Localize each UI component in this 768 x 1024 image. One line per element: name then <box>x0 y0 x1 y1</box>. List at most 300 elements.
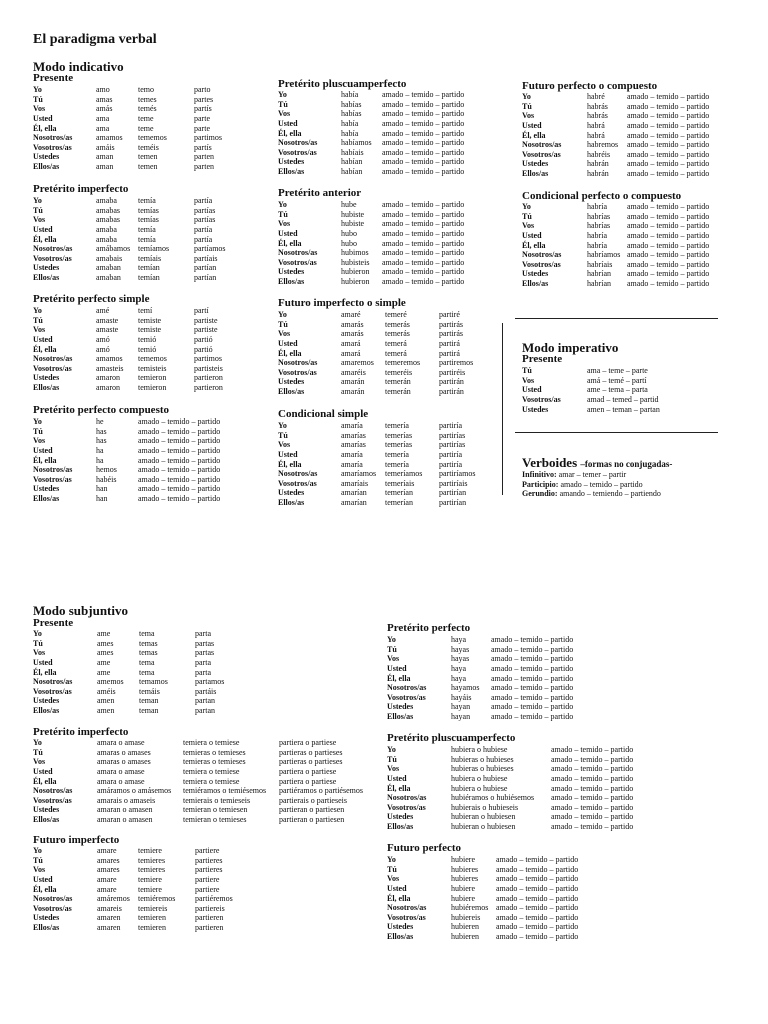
verb-form: ames <box>97 638 114 648</box>
section-title: Presente <box>522 353 563 365</box>
person-label: Vos <box>522 111 535 121</box>
verb-form: hube <box>341 200 357 209</box>
conjugation-row <box>33 639 255 649</box>
conjugation-row <box>33 706 255 716</box>
conjugation-row <box>522 121 737 131</box>
section-title: Futuro imperfecto o simple <box>278 297 406 309</box>
verboides-title <box>522 455 672 471</box>
conjugation-row <box>278 387 499 397</box>
verb-form: amado – temido – partido <box>382 267 465 277</box>
verb-form: haya <box>451 663 467 673</box>
verb-form: tema <box>139 657 155 667</box>
conjugation-row <box>522 279 737 289</box>
person-label: Él, ella <box>33 123 57 133</box>
verb-form: amado – temido – partido <box>627 169 710 179</box>
person-label: Vosotros/as <box>33 363 72 373</box>
verb-form: amado – temido – partido <box>138 484 221 494</box>
verb-form: habéis <box>96 474 117 484</box>
person-label: Vos <box>33 865 46 875</box>
conjugation-row <box>278 469 499 479</box>
verb-form: amado – temido – partido <box>491 702 574 712</box>
verb-form: amabas <box>96 205 120 215</box>
conjugation-row <box>33 196 254 206</box>
verb-form: partiste <box>194 315 218 325</box>
verb-form: temiera o temiese <box>183 776 240 786</box>
person-label: Usted <box>387 663 407 673</box>
conjugation-row <box>387 645 601 655</box>
verboides-heading: Verboides <box>522 455 578 470</box>
verb-form: amen <box>97 706 115 716</box>
verb-form: temerán <box>385 377 411 387</box>
person-label: Tú <box>522 211 532 221</box>
conjugation-table <box>387 745 661 832</box>
conjugation-row <box>278 219 492 229</box>
verb-form: amado – temido – partido <box>382 128 465 138</box>
person-label: Él, ella <box>33 667 57 677</box>
verb-form: parta <box>195 657 211 667</box>
conjugation-table <box>33 846 255 933</box>
person-label: Tú <box>522 101 532 111</box>
conjugation-table <box>33 417 248 504</box>
section-title: Futuro perfecto <box>387 842 462 854</box>
person-label: Vos <box>33 648 46 658</box>
indicativo-title: Modo indicativo <box>33 59 124 74</box>
verb-form: temías <box>138 205 159 215</box>
verb-form: ama – teme – parte <box>587 366 648 375</box>
verb-form: temió <box>138 334 157 344</box>
verb-form: partiría <box>439 459 463 469</box>
conjugation-row <box>278 109 492 119</box>
verb-form: temieras o temieses <box>183 747 246 757</box>
verb-form: amaba <box>96 234 117 244</box>
verb-form: amarás <box>341 319 364 329</box>
person-label: Él, ella <box>278 459 302 469</box>
verb-form: temería <box>385 449 409 459</box>
verb-form: hubiéremos <box>451 903 489 913</box>
person-label: Ellos/as <box>33 923 60 933</box>
person-label: Ellos/as <box>387 712 414 722</box>
verb-form: hubiera o hubiese <box>451 773 508 783</box>
section-title: Pretérito pluscuamperfecto <box>387 732 516 744</box>
verboide-row: Participio: amado – temido – partido <box>522 479 643 489</box>
person-label: Nosotros/as <box>33 894 73 904</box>
conjugation-row <box>33 263 254 273</box>
verb-form: partamos <box>195 677 225 687</box>
verb-form: amado – temido – partido <box>491 712 574 722</box>
verb-form: habrías <box>587 211 611 221</box>
verb-form: temían <box>138 263 160 273</box>
verb-form: aman <box>96 152 114 162</box>
verb-form: temiéramos o temiésemos <box>183 786 267 796</box>
conjugation-row <box>387 922 606 932</box>
verb-form: amado – temido – partido <box>627 240 710 250</box>
conjugation-row <box>33 475 248 485</box>
verb-form: hubieran o hubiesen <box>451 812 516 822</box>
verb-form: amarían <box>341 498 367 508</box>
verb-form: partíais <box>194 253 218 263</box>
person-label: Usted <box>522 230 542 240</box>
verb-form: hubiera o hubiese <box>451 745 508 754</box>
person-label: Ellos/as <box>278 387 305 397</box>
verb-form: partiréis <box>439 367 466 377</box>
conjugation-row <box>278 377 499 387</box>
person-label: Nosotros/as <box>387 903 427 913</box>
verb-form: amarías <box>341 440 366 450</box>
conjugation-row <box>33 904 255 914</box>
conjugation-row <box>387 793 661 803</box>
verb-form: amado – temido – partido <box>551 764 634 774</box>
section-title: Pretérito perfecto compuesto <box>33 404 170 416</box>
verb-form: amado – temido – partido <box>382 228 465 238</box>
conjugation-row <box>278 368 499 378</box>
verb-form: amarán <box>341 387 365 397</box>
person-label: Él, ella <box>522 130 546 140</box>
verb-form: amares <box>97 865 120 875</box>
verb-form: amaron <box>96 383 120 393</box>
verb-form: amado – temido – partido <box>496 903 579 913</box>
person-label: Yo <box>33 629 42 638</box>
conjugation-row <box>387 764 661 774</box>
verb-form: hemos <box>96 465 117 475</box>
conjugation-row <box>387 803 661 813</box>
verb-form: había <box>341 90 359 99</box>
verb-form: amado – temido – partido <box>551 754 634 764</box>
verb-form: temió <box>138 344 157 354</box>
verb-form: amaran o amasen <box>97 805 153 815</box>
verb-form: amado – temido – partido <box>382 157 465 167</box>
verb-form: amado – temido – partido <box>627 259 710 269</box>
person-label: Tú <box>387 754 397 764</box>
person-label: Vos <box>33 325 46 335</box>
verb-form: parte <box>194 123 210 133</box>
verb-form: amado – temido – partido <box>496 864 579 874</box>
verboides-list <box>522 470 661 499</box>
person-label: Vos <box>387 874 400 884</box>
conjugation-row <box>33 354 254 364</box>
verb-form: hubieras o hubieses <box>451 764 514 774</box>
conjugation-row <box>522 102 737 112</box>
verb-form: amado – temido – partido <box>382 99 465 109</box>
person-label: Nosotros/as <box>33 677 73 687</box>
conjugation-row <box>387 884 606 894</box>
verb-form: teman <box>139 696 159 706</box>
verb-form: temiere <box>138 846 162 855</box>
verb-form: amado – temido – partido <box>382 248 465 258</box>
person-label: Vosotros/as <box>522 259 561 269</box>
verb-form: partí <box>194 306 209 315</box>
verb-form: amado – temido – partido <box>496 922 579 932</box>
person-label: Ustedes <box>522 159 549 169</box>
conjugation-table <box>33 85 254 172</box>
verb-form: habíamos <box>341 138 372 148</box>
verb-form: habíais <box>341 147 364 157</box>
conjugation-row <box>522 202 737 212</box>
verb-form: habían <box>341 167 363 177</box>
verb-form: amado – temido – partido <box>496 855 579 864</box>
conjugation-table <box>278 310 499 397</box>
conjugation-table <box>522 92 737 179</box>
conjugation-row <box>33 235 254 245</box>
verb-form: hubieron <box>341 277 370 287</box>
person-label: Él, ella <box>278 238 302 248</box>
verb-form: hubieras o hubieses <box>451 754 514 764</box>
person-label: Usted <box>278 228 298 238</box>
conjugation-row <box>387 874 606 884</box>
person-label: Él, ella <box>278 348 302 358</box>
verb-form: amemos <box>97 677 124 687</box>
person-label: Ustedes <box>33 263 60 273</box>
section-title: Pretérito imperfecto <box>33 726 129 738</box>
verb-form: amado – temido – partido <box>627 211 710 221</box>
section-title: Presente <box>33 72 74 84</box>
person-label: Ustedes <box>278 377 305 387</box>
section-title: Pretérito imperfecto <box>33 183 129 195</box>
verb-form: amado – temido – partido <box>627 159 710 169</box>
verb-form: amad – temed – partid <box>587 394 659 404</box>
verb-form: hubiere <box>451 855 475 864</box>
conjugation-row <box>278 498 499 508</box>
verb-form: tema <box>139 629 155 638</box>
verb-form: temerán <box>385 387 411 397</box>
verb-form: teméis <box>138 142 159 152</box>
section-title: Pretérito pluscuamperfecto <box>278 78 407 90</box>
conjugation-row <box>387 784 661 794</box>
verb-form: ame <box>97 657 111 667</box>
conjugation-row <box>33 668 255 678</box>
person-label: Nosotros/as <box>278 358 318 368</box>
verb-form: amado – temido – partido <box>382 238 465 248</box>
person-label: Ustedes <box>33 373 60 383</box>
conjugation-row <box>33 738 399 748</box>
verb-form: amaran o amasen <box>97 815 153 825</box>
verb-form: temerás <box>385 319 410 329</box>
conjugation-row <box>33 316 254 326</box>
verb-form: partiste <box>194 325 218 335</box>
verb-form: hubieres <box>451 874 479 884</box>
verb-form: partas <box>195 648 215 658</box>
verb-form: amado – temido – partido <box>382 219 465 229</box>
person-label: Ustedes <box>522 269 549 279</box>
verb-form: habrían <box>587 279 611 289</box>
verb-form: temierais o temieseis <box>183 795 251 805</box>
verb-form: parte <box>194 113 210 123</box>
verb-form: amado – temido – partido <box>627 120 710 130</box>
person-label: Vosotros/as <box>278 257 317 267</box>
verb-form: amaras o amases <box>97 747 151 757</box>
verb-form: partiré <box>439 310 460 319</box>
conjugation-row <box>522 260 737 270</box>
conjugation-row <box>278 200 492 210</box>
verb-form: temerás <box>385 329 410 339</box>
verb-form: temeréis <box>385 367 413 377</box>
person-label: Ustedes <box>278 488 305 498</box>
person-label: Ustedes <box>387 812 414 822</box>
verb-form: amen – teman – partan <box>587 404 660 414</box>
person-label: Usted <box>522 385 542 395</box>
verb-form: habrá <box>587 120 605 130</box>
verb-form: temiéremos <box>138 894 176 904</box>
verb-form: amado – temido – partido <box>627 149 710 159</box>
verb-form: hayas <box>451 654 470 664</box>
verb-form: temerían <box>385 488 413 498</box>
conjugation-row <box>387 755 661 765</box>
verb-form: amara o amase <box>97 766 145 776</box>
verboide-row: Infinitivo: amar – temer – partir <box>522 470 627 479</box>
person-label: Usted <box>33 113 53 123</box>
verb-form: amado – temido – partido <box>551 745 634 754</box>
verb-form: amarían <box>341 488 367 498</box>
verb-form: temeremos <box>385 358 421 368</box>
section-title: Presente <box>33 617 74 629</box>
section-title: Futuro imperfecto <box>33 834 120 846</box>
verb-form: temerá <box>385 348 407 358</box>
conjugation-row <box>33 856 255 866</box>
verb-form: amado – temido – partido <box>627 140 710 150</box>
person-label: Él, ella <box>522 240 546 250</box>
conjugation-row <box>33 767 399 777</box>
verb-form: amó <box>96 344 110 354</box>
person-label: Tú <box>387 864 397 874</box>
verb-form: temerías <box>385 440 413 450</box>
verb-form: había <box>341 128 359 138</box>
verb-form: amado – temido – partido <box>627 230 710 240</box>
conjugation-row <box>33 777 399 787</box>
conjugation-row <box>278 119 492 129</box>
person-label: Usted <box>33 334 53 344</box>
verb-form: amare <box>97 884 117 894</box>
person-label: Yo <box>33 306 42 315</box>
person-label: Vos <box>278 329 291 339</box>
verb-form: amen <box>97 696 115 706</box>
imperative-table <box>522 366 707 414</box>
verb-form: temiste <box>138 325 162 335</box>
person-label: Vosotros/as <box>387 692 426 702</box>
person-label: Yo <box>33 196 42 205</box>
verb-form: hubieren <box>451 922 479 932</box>
person-label: Nosotros/as <box>387 683 427 693</box>
verb-form: temerá <box>385 338 407 348</box>
verb-form: amado – temido – partido <box>551 812 634 822</box>
person-label: Ellos/as <box>522 279 549 289</box>
verb-form: partisteis <box>194 363 223 373</box>
verboides-subtitle: –formas no conjugadas- <box>580 459 673 469</box>
verb-form: temes <box>138 94 157 104</box>
person-label: Ustedes <box>387 702 414 712</box>
verb-form: temía <box>138 196 156 205</box>
verb-form: amado – temido – partido <box>382 200 465 209</box>
person-label: Vosotros/as <box>387 802 426 812</box>
verb-form: amamos <box>96 133 123 143</box>
verb-form: amás <box>96 104 113 114</box>
verb-form: temieron <box>138 373 167 383</box>
person-label: Ellos/as <box>522 169 549 179</box>
verb-form: partiéramos o partiésemos <box>279 786 363 796</box>
verb-form: temo <box>138 85 154 94</box>
conjugation-row <box>387 702 601 712</box>
verb-form: temería <box>385 459 409 469</box>
person-label: Tú <box>33 426 43 436</box>
conjugation-row <box>387 635 601 645</box>
verb-form: temés <box>138 104 157 114</box>
conjugation-table <box>33 196 254 283</box>
conjugation-row <box>278 320 499 330</box>
verb-form: partirán <box>439 387 464 397</box>
verb-form: partan <box>195 706 215 716</box>
verb-form: amaba <box>96 224 117 234</box>
conjugation-row <box>33 446 248 456</box>
conjugation-row <box>33 494 248 504</box>
conjugation-row <box>278 90 492 100</box>
person-label: Tú <box>522 366 532 375</box>
verb-form: partimos <box>194 354 222 364</box>
verb-form: partiríamos <box>439 469 476 479</box>
verb-form: amado – temido – partido <box>491 673 574 683</box>
person-label: Tú <box>33 855 43 865</box>
conjugation-row <box>33 85 254 95</box>
person-label: Ustedes <box>33 484 60 494</box>
conjugation-row <box>33 677 255 687</box>
verb-form: amado – temido – partido <box>496 912 579 922</box>
person-label: Yo <box>278 90 287 99</box>
verb-form: amé <box>96 306 110 315</box>
verb-form: amará <box>341 348 361 358</box>
verb-form: amado – temido – partido <box>491 644 574 654</box>
verb-form: amare <box>97 846 117 855</box>
person-label: Él, ella <box>33 455 57 465</box>
verb-form: amado – temido – partido <box>382 277 465 287</box>
verb-form: partimos <box>194 133 222 143</box>
verb-form: había <box>341 118 359 128</box>
verb-form: temisteis <box>138 363 167 373</box>
person-label: Vosotros/as <box>387 912 426 922</box>
conjugation-row <box>387 865 606 875</box>
verb-form: parta <box>195 629 211 638</box>
verb-form: temiera o temiese <box>183 738 240 747</box>
verb-form: habrás <box>587 101 608 111</box>
conjugation-row <box>522 212 737 222</box>
verb-form: amado – temido – partido <box>496 874 579 884</box>
verb-form: amara o amase <box>97 776 145 786</box>
conjugation-row <box>278 431 499 441</box>
verb-form: temía <box>138 224 156 234</box>
verb-form: amado – temido – partido <box>491 635 574 644</box>
person-label: Tú <box>33 638 43 648</box>
conjugation-row <box>387 913 606 923</box>
verb-form: hubiera o hubiese <box>451 783 508 793</box>
verb-form: habremos <box>587 140 619 150</box>
verb-form: amáis <box>96 142 115 152</box>
conjugation-row <box>33 894 255 904</box>
verb-form: hayamos <box>451 683 480 693</box>
conjugation-row <box>278 229 492 239</box>
verb-form: partiere <box>195 846 220 855</box>
verb-form: parten <box>194 162 214 172</box>
verb-form: amaría <box>341 421 363 430</box>
conjugation-row <box>33 124 254 134</box>
person-label: Ustedes <box>278 157 305 167</box>
conjugation-row <box>278 488 499 498</box>
verb-form: amado – temido – partido <box>491 654 574 664</box>
conjugation-row <box>387 745 661 755</box>
verb-form: amado – temido – partido <box>627 250 710 260</box>
conjugation-row <box>33 436 248 446</box>
verb-form: has <box>96 426 107 436</box>
verb-form: amado – temido – partido <box>382 118 465 128</box>
verb-form: amado – temido – partido <box>138 445 221 455</box>
person-label: Vosotros/as <box>33 474 72 484</box>
verb-form: amaras o amases <box>97 757 151 767</box>
person-label: Usted <box>33 445 53 455</box>
